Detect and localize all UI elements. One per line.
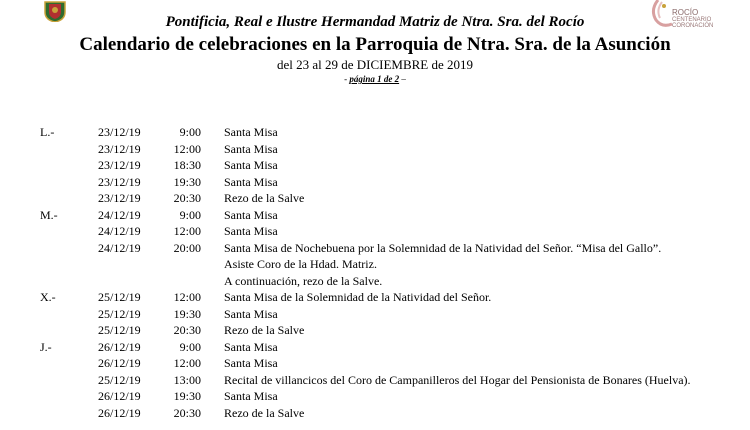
- page-indicator: [0, 74, 750, 84]
- time-cell: 19:30: [173, 389, 201, 403]
- description-cell: Santa Misa de Nochebuena por la Solemnidad de la Natividad del Señor. “Misa del Gallo”.: [224, 240, 662, 255]
- page-number: página 1 de 2: [349, 74, 400, 84]
- schedule-row: [0, 256, 750, 273]
- date-cell: 25/12/19: [98, 323, 141, 337]
- description-cell: Santa Misa: [224, 389, 278, 403]
- date-cell: 23/12/19: [98, 174, 141, 189]
- date-cell: 24/12/19: [98, 224, 141, 238]
- description-cell: Rezo de la Salve: [224, 191, 305, 205]
- time-cell: 20:00: [173, 240, 201, 255]
- time-cell: 20:30: [173, 323, 201, 337]
- description-cell: Santa Misa: [224, 125, 278, 139]
- description-cell: Santa Misa: [224, 158, 278, 172]
- day-label: M.-: [40, 207, 58, 222]
- description-cell: Santa Misa: [224, 141, 278, 156]
- date-cell: 24/12/19: [98, 240, 141, 255]
- date-cell: 26/12/19: [98, 389, 141, 403]
- time-cell: 12:00: [173, 356, 201, 370]
- time-cell: 19:30: [173, 306, 201, 321]
- schedule-list: [0, 124, 750, 421]
- description-cell: Santa Misa: [224, 224, 278, 238]
- description-cell: Recital de villancicos del Coro de Campanilleros del Hogar del Pensionista de Bonares (Huelva).: [224, 372, 691, 387]
- day-label: L.-: [40, 125, 55, 139]
- schedule-row: [0, 174, 750, 191]
- schedule-row: [0, 223, 750, 240]
- description-cell: Rezo de la Salve: [224, 405, 305, 420]
- time-cell: 9:00: [179, 125, 201, 139]
- date-cell: 23/12/19: [98, 191, 141, 205]
- date-cell: 25/12/19: [98, 372, 141, 387]
- time-cell: 19:30: [173, 174, 201, 189]
- date-cell: 23/12/19: [98, 158, 141, 172]
- date-cell: 23/12/19: [98, 125, 141, 139]
- schedule-row: [0, 339, 750, 356]
- time-cell: 20:30: [173, 191, 201, 205]
- description-cell: Santa Misa: [224, 174, 278, 189]
- logo-line2: CENTENARIO: [672, 17, 712, 23]
- time-cell: 13:00: [173, 372, 201, 387]
- time-cell: 9:00: [179, 207, 201, 222]
- day-label: J.-: [40, 339, 52, 354]
- time-cell: 20:30: [173, 405, 201, 420]
- brotherhood-name: Pontificia, Real e Ilustre Hermandad Matriz de Ntra. Sra. del Rocío: [165, 14, 585, 30]
- time-cell: 12:00: [173, 290, 201, 304]
- description-cell: Santa Misa: [224, 207, 278, 222]
- schedule-row: [0, 405, 750, 422]
- date-cell: 25/12/19: [98, 290, 141, 304]
- time-cell: 18:30: [173, 158, 201, 172]
- schedule-row: [0, 141, 750, 158]
- description-cell: Rezo de la Salve: [224, 323, 305, 337]
- schedule-row: [0, 372, 750, 389]
- logo-line1: ROCÍO: [672, 8, 699, 17]
- date-cell: 24/12/19: [98, 207, 141, 222]
- date-cell: 23/12/19: [98, 141, 141, 156]
- description-cell: Santa Misa: [224, 356, 278, 370]
- page-suffix: –: [399, 74, 406, 84]
- day-label: X.-: [40, 290, 56, 304]
- schedule-row: [0, 388, 750, 405]
- page-title: Calendario de celebraciones en la Parroquia de Ntra. Sra. de la Asunción: [79, 34, 671, 55]
- schedule-row: [0, 190, 750, 207]
- schedule-row: [0, 273, 750, 290]
- schedule-row: [0, 240, 750, 257]
- date-cell: 26/12/19: [98, 405, 141, 420]
- time-cell: 12:00: [173, 224, 201, 238]
- logo-line3: CORONACIÓN: [672, 23, 714, 29]
- description-cell: Santa Misa de la Solemnidad de la Natividad del Señor.: [224, 290, 492, 304]
- date-cell: 26/12/19: [98, 356, 141, 370]
- date-cell: 25/12/19: [98, 306, 141, 321]
- schedule-row: [0, 355, 750, 372]
- time-cell: 9:00: [179, 339, 201, 354]
- schedule-row: [0, 289, 750, 306]
- date-range: del 23 al 29 de DICIEMBRE de 2019: [276, 57, 474, 72]
- schedule-row: [0, 322, 750, 339]
- description-cell: Santa Misa: [224, 339, 278, 354]
- date-cell: 26/12/19: [98, 339, 141, 354]
- schedule-row: [0, 157, 750, 174]
- time-cell: 12:00: [173, 141, 201, 156]
- page-prefix: -: [344, 74, 350, 84]
- description-cell: Santa Misa: [224, 306, 278, 321]
- description-cell: A continuación, rezo de la Salve.: [224, 273, 383, 288]
- schedule-row: [0, 306, 750, 323]
- description-cell: Asiste Coro de la Hdad. Matriz.: [224, 257, 377, 271]
- schedule-row: [0, 207, 750, 224]
- schedule-row: [0, 124, 750, 141]
